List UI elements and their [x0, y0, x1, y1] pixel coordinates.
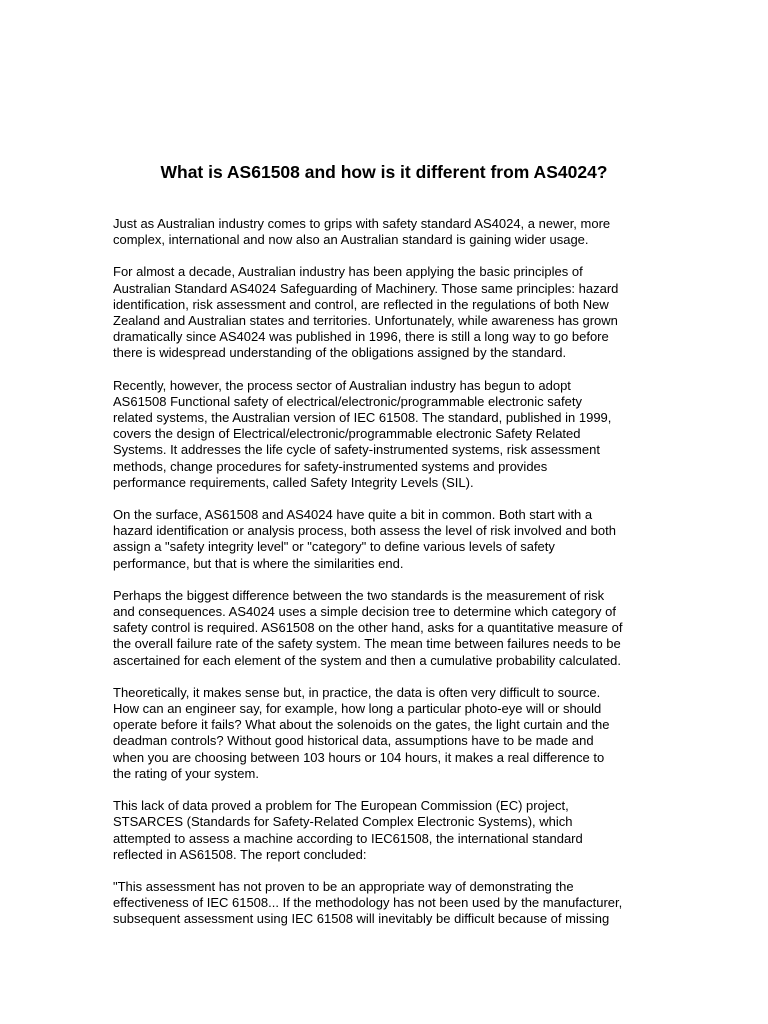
- paragraph-differences: Perhaps the biggest difference between the two standards is the measurement of risk and consequences. AS4024 uses a simple decision tree to determine which category of safety control is required. AS61508 on the other hand, asks for a quantitative measure of the overall failure rate of the safety system. The mean time between failures needs to be ascertained for each element of the system and then a cumulative probability calculated.: [113, 587, 623, 668]
- paragraph-as4024-background: For almost a decade, Australian industry has been applying the basic principles of Australian Standard AS4024 Safeguarding of Machinery. Those same principles: hazard identification, risk assessment and control, are reflected in the regulations of both New Zealand and Australian states and territories. Unfortunately, while awareness has grown dramatically since AS4024 was published in 1996, there is still a long way to go before there is widespread understanding of the obligations assigned by the standard.: [113, 264, 619, 361]
- paragraph-similarities: On the surface, AS61508 and AS4024 have quite a bit in common. Both start with a hazard identification or analysis process, both assess the level of risk involved and both assign a "safety integrity level" or "category" to define various levels of safety performance, but that is where the similarities end.: [113, 507, 616, 571]
- paragraph-data-difficulty: Theoretically, it makes sense but, in practice, the data is often very difficult to source. How can an engineer say, for example, how long a particular photo-eye will or should operate before it fails? What about the solenoids on the gates, the light curtain and the deadman controls? Without good historical data, assumptions have to be made and when you are choosing between 103 hours or 104 hours, it makes a real difference to the rating of your system.: [113, 684, 610, 781]
- paragraph-as61508-adoption: Recently, however, the process sector of Australian industry has begun to adopt AS61508 Functional safety of electrical/electronic/programmable electronic safety related systems, the Australian version of IEC 61508. The standard, published in 1999, covers the design of Electrical/electronic/programmable electronic Safety Related Systems. It addresses the life cycle of safety-instrumented systems, risk assessment methods, change procedures for safety-instrumented systems and provides performance requirements, called Safety Integrity Levels (SIL).: [113, 377, 612, 490]
- paragraph-stsarces: This lack of data proved a problem for The European Commission (EC) project, STSARCES (Standards for Safety-Related Complex Electronic Systems), which attempted to assess a machine according to IEC61508, the international standard reflected in AS61508. The report concluded:: [113, 798, 583, 862]
- paragraph-report-quote: "This assessment has not proven to be an appropriate way of demonstrating the effectiveness of IEC 61508... If the methodology has not been used by the manufacturer, subsequent assessment using IEC 61508 will inevitably be difficult because of missing: [113, 878, 623, 927]
- document-title: What is AS61508 and how is it different from AS4024?: [160, 162, 608, 182]
- paragraph-intro: Just as Australian industry comes to grips with safety standard AS4024, a newer, more complex, international and now also an Australian standard is gaining wider usage.: [113, 216, 611, 248]
- document-body: [113, 216, 658, 944]
